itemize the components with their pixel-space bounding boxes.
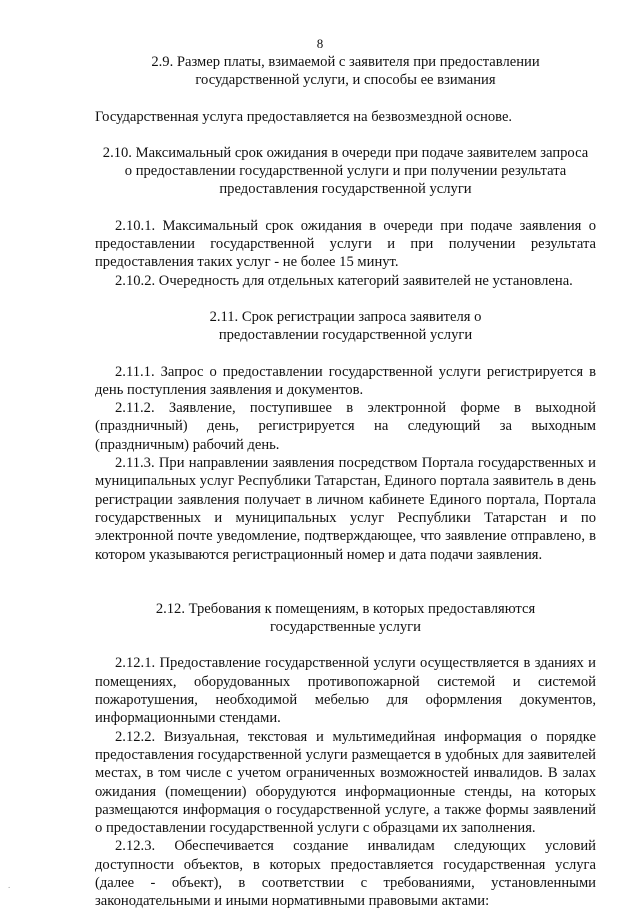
heading-line: 2.10. Максимальный срок ожидания в очереди при подаче заявителем запроса (102, 144, 589, 161)
heading-line: государственной услуги, и способы ее взимания (195, 72, 496, 89)
paragraph-2-11-2: 2.11.2. Заявление, поступившее в электронной форме в выходной (праздничный) день, регистрируется на следующий за выходным (праздничным) рабочий день. (95, 400, 596, 453)
paragraph-2-10-2: 2.10.2. Очередность для отдельных категорий заявителей не установлена. (115, 272, 573, 289)
heading-2-11 (95, 308, 596, 345)
paragraph-2-9: Государственная услуга предоставляется на безвозмездной основе. (95, 108, 513, 125)
page-number: 8 (316, 36, 324, 51)
margin-mark: . (8, 880, 11, 890)
paragraph-2-12-3: 2.12.3. Обеспечивается создание инвалидам следующих условий доступности объектов, в которых предоставляется государственная услуга (далее - объект), в соответствии с требованиями, установленными законодательными и иными нормативными правовыми актами: (95, 838, 596, 910)
paragraph-2-12-1: 2.12.1. Предоставление государственной услуги осуществляется в зданиях и помещениях, оборудованных противопожарной системой и системой пожаротушения, необходимой мебелью для оформления документов, информационными стендами. (95, 655, 596, 727)
document-body (95, 53, 596, 911)
paragraph-2-12-2: 2.12.2. Визуальная, текстовая и мультимедийная информация о порядке предоставления государственной услуги размещается в удобных для заявителей местах, в том числе с учетом ограниченных возможностей инвалидов. В залах ожидания (помещении) оборудуются информационные стенды, на которых размещаются информация о государственной услуге, а также формы заявлений о предоставлении государственной услуги с образцами их заполнения. (95, 728, 596, 837)
paragraph-2-11-1: 2.11.1. Запрос о предоставлении государственной услуги регистрируется в день поступления заявления и документов. (95, 363, 596, 398)
paragraph-2-10-1: 2.10.1. Максимальный срок ожидания в очереди при подаче заявления о предоставлении государственной услуги и при получении результата предоставления таких услуг - не более 15 минут. (95, 217, 596, 271)
heading-line: о предоставлении государственной услуги и при получении результата (124, 163, 567, 180)
heading-line: 2.9. Размер платы, взимаемой с заявителя при предоставлении (151, 54, 540, 70)
heading-line: предоставления государственной услуги (219, 181, 472, 198)
heading-2-10 (95, 144, 596, 199)
heading-line: 2.11. Срок регистрации запроса заявителя о (209, 308, 482, 325)
heading-2-9 (95, 53, 596, 90)
heading-line: предоставлении государственной услуги (218, 327, 473, 344)
heading-line: 2.12. Требования к помещениям, в которых предоставляются (155, 600, 536, 617)
paragraph-2-11-3: 2.11.3. При направлении заявления посредством Портала государственных и муниципальных услуг Республики Татарстан, Единого портала заявитель в день регистрации заявления получает в личном кабинете Единого портала, Портала государственных и муниципальных услуг Республики Татарстан и по электронной почте уведомление, подтверждающее, что заявление отправлено, в котором указываются регистрационный номер и дата подачи заявления. (95, 455, 596, 563)
heading-2-12 (95, 600, 596, 637)
heading-line: государственные услуги (270, 619, 421, 636)
